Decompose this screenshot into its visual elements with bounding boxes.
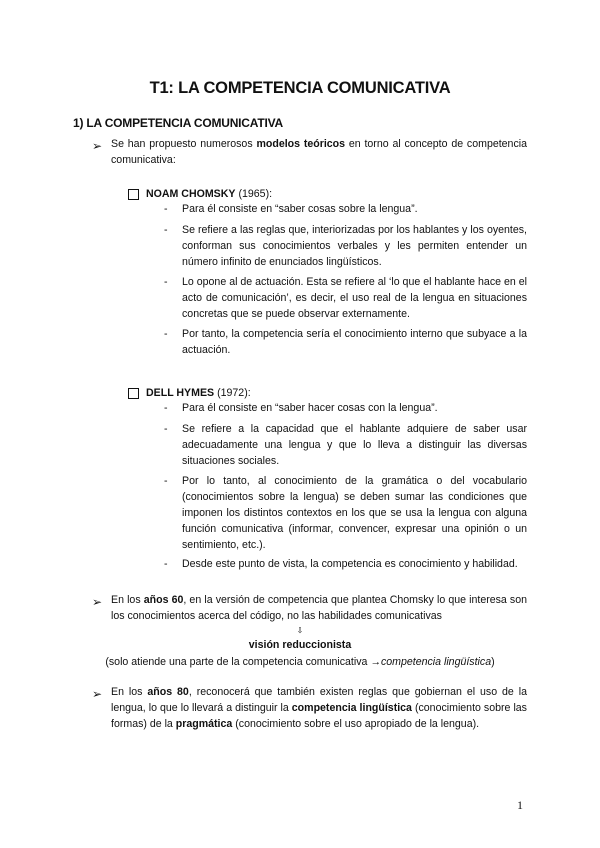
- dash-icon: -: [164, 402, 168, 414]
- page-number: 1: [517, 798, 523, 812]
- hymes-year: (1972):: [217, 387, 251, 399]
- down-arrow-icon: ⇩: [296, 626, 304, 635]
- dash-icon: -: [164, 224, 168, 236]
- chomsky-heading: [128, 187, 272, 203]
- bullet-arrow-icon: ➢: [92, 595, 103, 609]
- section-title: 1) LA COMPETENCIA COMUNICATIVA: [73, 116, 283, 130]
- dash-icon: -: [164, 203, 168, 215]
- hymes-item: Se refiere a la capacidad que el hablante adquiere de saber usar adecuadamente una lengua y que lo lleva a distinguir las diversas situaciones sociales.: [182, 423, 527, 467]
- intro-paragraph: Se han propuesto numerosos modelos teóricos en torno al concepto de competencia comunicativa:: [111, 138, 527, 166]
- sixties-paragraph: En los años 60, en la versión de competencia que plantea Chomsky lo que interesa son los conocimientos acerca del código, no las habilidades comunicativas: [111, 594, 528, 622]
- chomsky-name: NOAM CHOMSKY: [146, 188, 236, 200]
- bullet-arrow-icon: ➢: [92, 139, 103, 153]
- chomsky-item: Lo opone al de actuación. Esta se refiere al ‘lo que el hablante hace en el acto de comunicación’, es decir, el uso real de la lengua en situaciones concretas que se puede observar externamente.: [182, 276, 527, 320]
- dash-icon: -: [164, 276, 168, 288]
- vision-label: visión reduccionista: [248, 639, 352, 651]
- hymes-item: Para él consiste en “saber hacer cosas con la lengua”.: [182, 402, 438, 414]
- chomsky-year: (1965):: [238, 188, 273, 200]
- vision-note: (solo atiende una parte de la competencia comunicativa →competencia lingüística): [105, 656, 495, 668]
- chomsky-item: Se refiere a las reglas que, interiorizadas por los hablantes y los oyentes, conforman sus conocimientos verbales y les permiten entender un número infinito de enunciados lingüísticos.: [182, 224, 527, 268]
- bullet-arrow-icon: ➢: [92, 687, 103, 701]
- chomsky-item: Para él consiste en “saber cosas sobre la lengua”.: [182, 203, 418, 215]
- checkbox-icon: [128, 189, 139, 200]
- eighties-paragraph: En los años 80, reconocerá que también existen reglas que gobiernan el uso de la lengua, lo que lo llevará a distinguir la competencia lingüística (conocimiento sobre las formas) de la pragmática (conocimiento sobre el uso apropiado de la lengua).: [111, 686, 527, 730]
- checkbox-icon: [128, 388, 139, 399]
- chomsky-item: Por tanto, la competencia sería el conocimiento interno que subyace a la actuación.: [182, 328, 527, 356]
- document-title: T1: LA COMPETENCIA COMUNICATIVA: [149, 79, 451, 97]
- dash-icon: -: [164, 558, 168, 570]
- hymes-heading: [128, 386, 251, 402]
- dash-icon: -: [164, 328, 168, 340]
- dash-icon: -: [164, 423, 168, 435]
- dash-icon: -: [164, 475, 168, 487]
- hymes-name: DELL HYMES: [146, 387, 215, 399]
- hymes-item: Desde este punto de vista, la competencia es conocimiento y habilidad.: [182, 558, 518, 570]
- hymes-item: Por lo tanto, al conocimiento de la gramática o del vocabulario (conocimientos sobre la lengua) se deben sumar las condiciones que imponen los distintos contextos en los que se usa la lengua con alguna función comunicativa (informar, convencer, expresar una opinión o un sentimiento, etc.).: [182, 475, 527, 551]
